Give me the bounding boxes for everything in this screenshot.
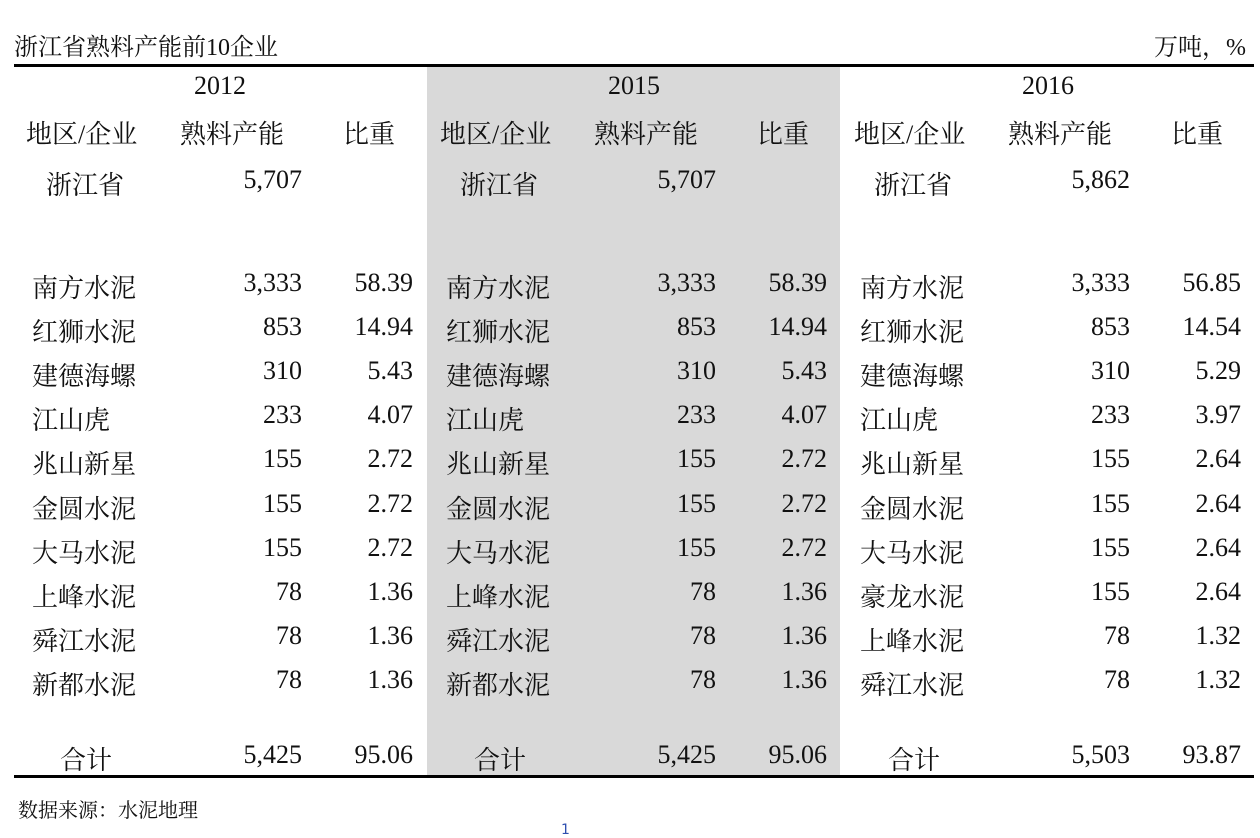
company-name: 上峰水泥: [446, 583, 551, 612]
company-capacity: 310: [263, 356, 302, 385]
company-name: 上峰水泥: [32, 583, 137, 612]
company-name: 上峰水泥: [860, 627, 965, 656]
company-capacity: 155: [263, 444, 302, 473]
company-capacity: 853: [263, 312, 302, 341]
company-share: 56.85: [1182, 268, 1241, 297]
company-capacity: 78: [276, 621, 302, 650]
company-capacity: 233: [263, 400, 302, 429]
company-share: 2.64: [1195, 489, 1241, 518]
company-share: 1.32: [1195, 621, 1241, 650]
company-name: 江山虎: [860, 406, 939, 435]
company-share: 14.94: [768, 312, 827, 341]
company-capacity: 853: [1091, 312, 1130, 341]
company-capacity: 853: [677, 312, 716, 341]
total-share: 95.06: [768, 740, 827, 769]
company-capacity: 155: [263, 533, 302, 562]
company-capacity: 155: [1091, 444, 1130, 473]
company-capacity: 155: [677, 444, 716, 473]
company-capacity: 78: [690, 577, 716, 606]
year-header-2012: 2012: [194, 71, 246, 100]
company-name: 兆山新星: [860, 450, 965, 479]
total-share: 93.87: [1182, 740, 1241, 769]
company-share: 2.72: [781, 489, 827, 518]
company-name: 舜江水泥: [446, 627, 551, 656]
company-share: 2.72: [367, 533, 413, 562]
company-name: 舜江水泥: [32, 627, 137, 656]
company-capacity: 78: [1104, 665, 1130, 694]
province-capacity: 5,862: [1071, 165, 1130, 194]
company-name: 大马水泥: [860, 539, 965, 568]
page-marker: 1: [561, 822, 570, 838]
col-header-share: 比重: [757, 120, 810, 149]
company-capacity: 78: [1104, 621, 1130, 650]
company-capacity: 155: [677, 533, 716, 562]
company-share: 2.72: [781, 444, 827, 473]
company-name: 舜江水泥: [860, 671, 965, 700]
province-name: 浙江省: [874, 171, 953, 200]
company-share: 14.94: [354, 312, 413, 341]
company-share: 58.39: [354, 268, 413, 297]
total-share: 95.06: [354, 740, 413, 769]
bottom-rule: [14, 775, 1254, 778]
company-share: 4.07: [781, 400, 827, 429]
col-header-share: 比重: [343, 120, 396, 149]
company-name: 建德海螺: [32, 362, 137, 391]
company-share: 1.36: [781, 621, 827, 650]
company-capacity: 233: [677, 400, 716, 429]
total-capacity: 5,425: [657, 740, 716, 769]
company-share: 3.97: [1195, 400, 1241, 429]
company-share: 5.29: [1195, 356, 1241, 385]
col-header-region: 地区/企业: [854, 120, 966, 149]
company-share: 1.36: [367, 577, 413, 606]
col-header-share: 比重: [1171, 120, 1224, 149]
company-name: 新都水泥: [32, 671, 137, 700]
company-name: 江山虎: [446, 406, 525, 435]
company-share: 2.72: [781, 533, 827, 562]
company-capacity: 3,333: [1071, 268, 1130, 297]
col-header-region: 地区/企业: [26, 120, 138, 149]
company-name: 兆山新星: [32, 450, 137, 479]
total-label: 合计: [474, 746, 527, 775]
col-header-capacity: 熟料产能: [594, 120, 699, 149]
year-header-2016: 2016: [1022, 71, 1074, 100]
company-capacity: 155: [1091, 533, 1130, 562]
source-note: 数据来源：水泥地理: [18, 798, 198, 822]
company-capacity: 3,333: [243, 268, 302, 297]
company-name: 大马水泥: [32, 539, 137, 568]
company-share: 5.43: [367, 356, 413, 385]
company-share: 2.64: [1195, 577, 1241, 606]
company-name: 建德海螺: [446, 362, 551, 391]
table-title: 浙江省熟料产能前10企业: [14, 35, 278, 61]
total-label: 合计: [60, 746, 113, 775]
total-capacity: 5,425: [243, 740, 302, 769]
company-capacity: 78: [690, 621, 716, 650]
company-name: 江山虎: [32, 406, 111, 435]
company-name: 建德海螺: [860, 362, 965, 391]
company-capacity: 310: [677, 356, 716, 385]
company-share: 2.64: [1195, 533, 1241, 562]
company-capacity: 155: [1091, 577, 1130, 606]
company-capacity: 155: [263, 489, 302, 518]
company-name: 金圆水泥: [860, 495, 965, 524]
year-header-2015: 2015: [608, 71, 660, 100]
company-capacity: 155: [1091, 489, 1130, 518]
col-header-capacity: 熟料产能: [1008, 120, 1113, 149]
province-capacity: 5,707: [657, 165, 716, 194]
company-capacity: 78: [276, 665, 302, 694]
col-header-region: 地区/企业: [440, 120, 552, 149]
company-name: 大马水泥: [446, 539, 551, 568]
province-name: 浙江省: [460, 171, 539, 200]
company-name: 金圆水泥: [32, 495, 137, 524]
company-name: 南方水泥: [446, 274, 551, 303]
company-share: 58.39: [768, 268, 827, 297]
total-label: 合计: [888, 746, 941, 775]
company-share: 1.32: [1195, 665, 1241, 694]
company-name: 红狮水泥: [446, 318, 551, 347]
company-share: 2.72: [367, 489, 413, 518]
company-capacity: 78: [690, 665, 716, 694]
total-capacity: 5,503: [1071, 740, 1130, 769]
company-share: 2.64: [1195, 444, 1241, 473]
company-share: 1.36: [781, 577, 827, 606]
company-share: 1.36: [781, 665, 827, 694]
company-share: 2.72: [367, 444, 413, 473]
col-header-capacity: 熟料产能: [180, 120, 285, 149]
company-capacity: 155: [677, 489, 716, 518]
province-capacity: 5,707: [243, 165, 302, 194]
company-share: 14.54: [1182, 312, 1241, 341]
province-name: 浙江省: [46, 171, 125, 200]
company-name: 兆山新星: [446, 450, 551, 479]
company-capacity: 233: [1091, 400, 1130, 429]
company-name: 红狮水泥: [860, 318, 965, 347]
company-name: 新都水泥: [446, 671, 551, 700]
company-capacity: 78: [276, 577, 302, 606]
company-share: 4.07: [367, 400, 413, 429]
company-share: 1.36: [367, 665, 413, 694]
company-name: 金圆水泥: [446, 495, 551, 524]
company-share: 5.43: [781, 356, 827, 385]
company-name: 红狮水泥: [32, 318, 137, 347]
company-capacity: 3,333: [657, 268, 716, 297]
company-name: 豪龙水泥: [860, 583, 965, 612]
company-capacity: 310: [1091, 356, 1130, 385]
company-share: 1.36: [367, 621, 413, 650]
company-name: 南方水泥: [860, 274, 965, 303]
company-name: 南方水泥: [32, 274, 137, 303]
table-unit: 万吨，%: [1154, 35, 1246, 61]
